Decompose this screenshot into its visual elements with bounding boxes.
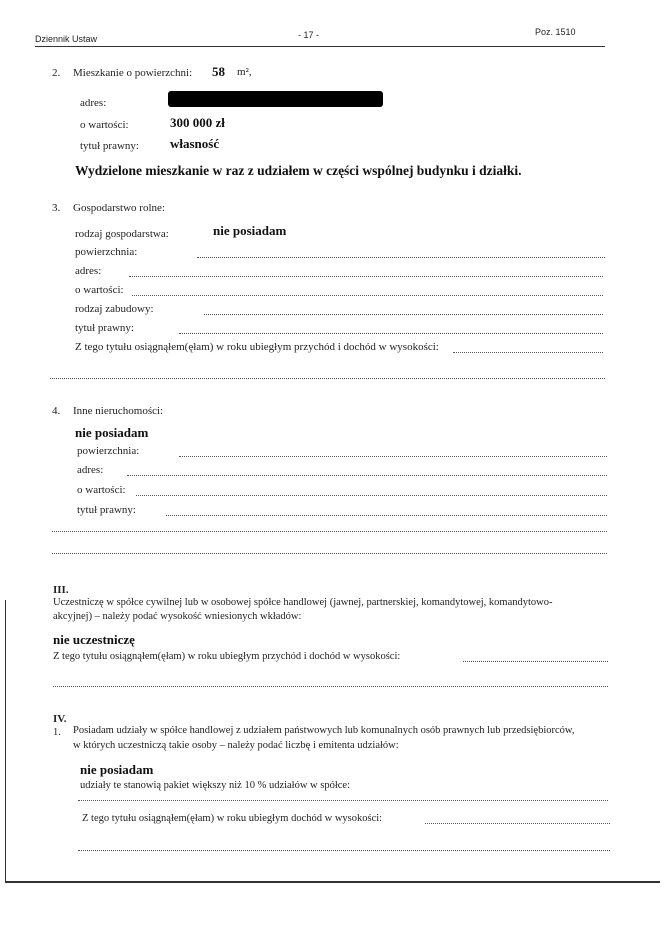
fill-line: [179, 324, 603, 334]
flat-label: Mieszkanie o powierzchni:: [73, 67, 193, 79]
fill-line: [132, 286, 603, 296]
fill-line: [127, 466, 607, 476]
section-iii-income-label: Z tego tytułu osiągnąłem(ęłam) w roku ubiegłym przychód i dochód w wysokości:: [53, 651, 401, 662]
fill-line: [204, 305, 604, 315]
section-iii-answer: nie uczestniczę: [53, 632, 135, 647]
flat-value: 300 000 zł: [170, 115, 225, 130]
farm-label: Gospodarstwo rolne:: [73, 202, 165, 214]
fill-line: [129, 267, 603, 277]
other-title-label: tytuł prawny:: [77, 504, 136, 516]
other-value-label: o wartości:: [77, 484, 126, 496]
farm-area-label: powierzchnia:: [75, 246, 138, 258]
flat-unit: m²,: [237, 66, 252, 78]
farm-type: nie posiadam: [213, 223, 287, 238]
item-number: 1.: [53, 727, 61, 738]
title-label: tytuł prawny:: [80, 140, 139, 152]
section-heading-iv: IV.: [53, 713, 67, 725]
flat-area: 58: [212, 64, 225, 79]
fill-line: [78, 850, 610, 851]
value-label: o wartości:: [80, 119, 129, 131]
other-label: Inne nieruchomości:: [73, 405, 164, 417]
page-number: - 17 -: [298, 30, 320, 40]
section-iv-answer: nie posiadam: [80, 762, 154, 777]
fill-line: [463, 661, 608, 662]
fill-line: [166, 506, 607, 516]
fill-line: [52, 553, 607, 554]
scan-edge: [5, 600, 6, 882]
farm-type-label: rodzaj gospodarstwa:: [75, 228, 169, 240]
position-number: Poz. 1510: [535, 27, 576, 37]
other-area-label: powierzchnia:: [77, 445, 140, 457]
other-value: nie posiadam: [75, 425, 149, 440]
redacted-address: [168, 91, 383, 107]
farm-value-label: o wartości:: [75, 284, 124, 296]
section-iv-text: w których uczestniczą takie osoby – należy podać liczbę i emitenta udziałów:: [73, 740, 399, 751]
farm-income-label: Z tego tytułu osiągnąłem(ęłam) w roku ubiegłym przychód i dochód w wysokości:: [75, 341, 439, 353]
farm-title-label: tytuł prawny:: [75, 322, 134, 334]
flat-title: własność: [170, 136, 220, 151]
farm-building-label: rodzaj zabudowy:: [75, 303, 154, 315]
section-heading-iii: III.: [53, 584, 69, 596]
fill-line: [179, 447, 607, 457]
fill-line: [78, 800, 608, 801]
fill-line: [50, 378, 605, 379]
section-iv-text: Posiadam udziały w spółce handlowej z udziałem państwowych lub komunalnych osób prawnych lub przedsiębiorców,: [73, 725, 575, 736]
fill-line: [136, 486, 607, 496]
other-address-label: adres:: [77, 464, 104, 476]
item-number: 4.: [52, 405, 61, 417]
item-number: 3.: [52, 202, 61, 214]
flat-note: Wydzielone mieszkanie w raz z udziałem w części wspólnej budynku i działki.: [75, 163, 522, 178]
fill-line: [453, 343, 603, 353]
journal-name: Dziennik Ustaw: [35, 34, 98, 44]
item-number: 2.: [52, 67, 61, 79]
farm-address-label: adres:: [75, 265, 102, 277]
fill-line: [197, 248, 605, 258]
share-label: udziały te stanowią pakiet większy niż 10 % udziałów w spółce:: [80, 780, 351, 791]
section-iv-income-label: Z tego tytułu osiągnąłem(ęłam) w roku ubiegłym dochód w wysokości:: [82, 813, 383, 824]
fill-line: [52, 531, 607, 532]
section-iii-text: akcyjnej) – należy podać wysokość wniesionych wkładów:: [53, 611, 302, 622]
section-iii-text: Uczestniczę w spółce cywilnej lub w osobowej spółce handlowej (jawnej, partnerskiej, komandytowej, komandytowo-: [53, 597, 553, 608]
fill-line: [53, 686, 608, 687]
fill-line: [425, 823, 610, 824]
address-label: adres:: [80, 97, 107, 109]
header-rule: [35, 46, 605, 47]
scan-edge: [5, 881, 660, 883]
